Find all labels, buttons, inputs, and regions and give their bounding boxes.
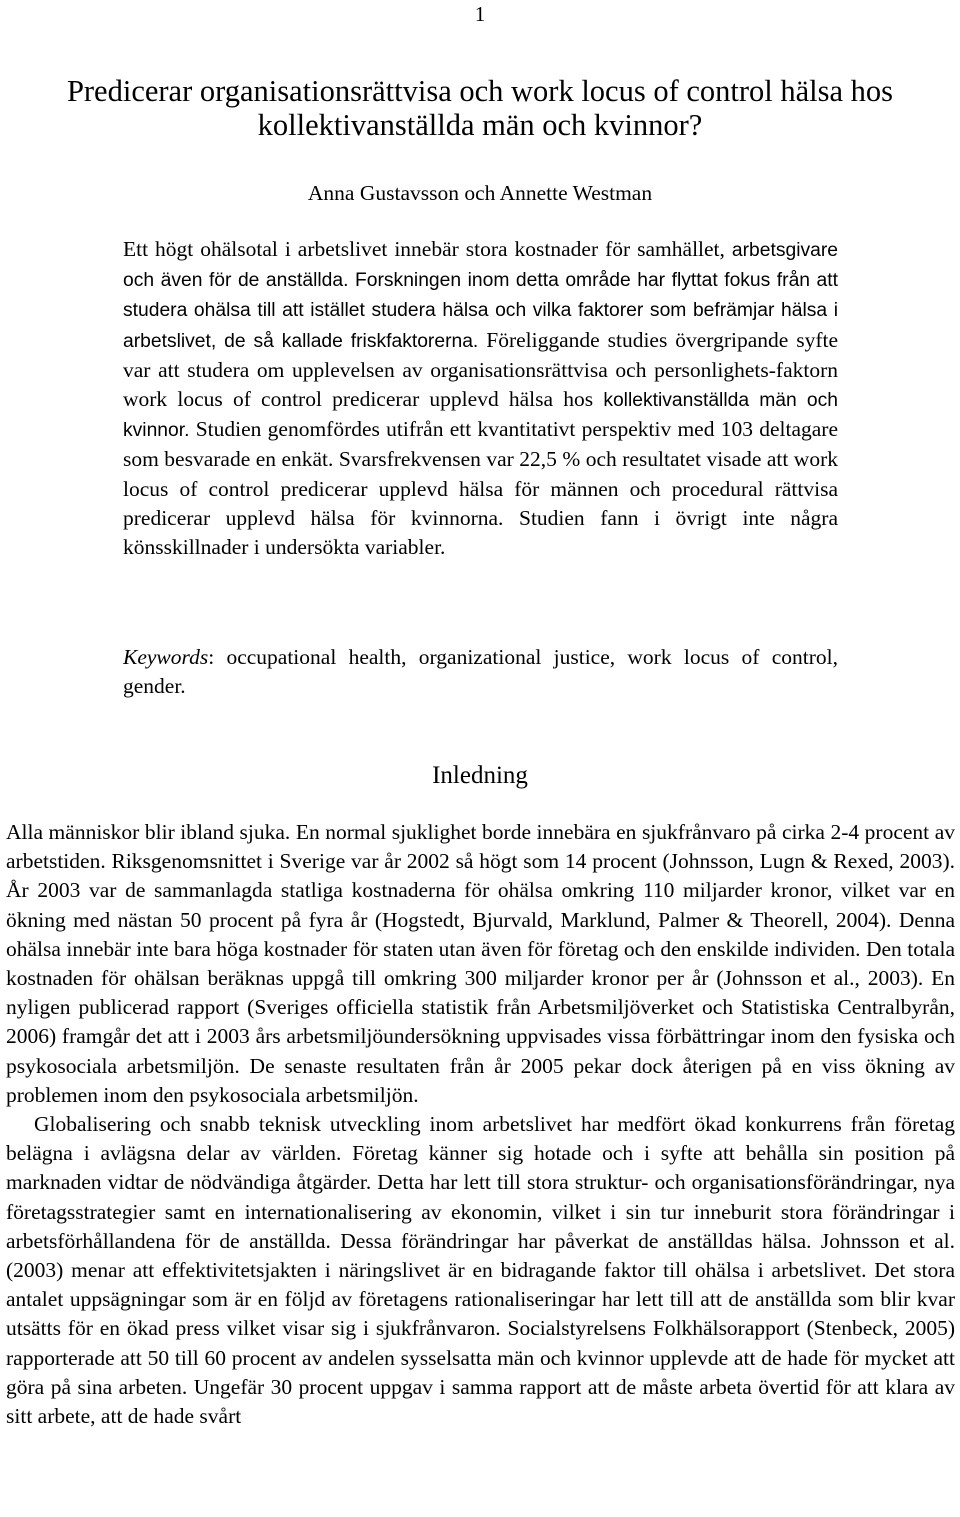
abstract: [123, 235, 838, 562]
abstract-part-5: Studien genomfördes utifrån ett kvantitativt perspektiv med 103 deltagare som besvarade en enkät. Svarsfrekvensen var 22,5 % och resultatet visade att work locus of control predicerar upplevd hälsa för männen och procedural rättvisa predicerar upplevd hälsa för kvinnorna. Studien fann i övrigt inte några könsskillnader i undersökta variabler.: [123, 417, 839, 560]
abstract-part-1: Ett högt ohälsotal i arbetslivet innebär stora kostnader för samhället,: [123, 237, 725, 261]
section-heading-inledning: Inledning: [432, 762, 528, 789]
keywords-text: : occupational health, organizational justice, work locus of control, gender.: [123, 645, 838, 699]
body-text: [6, 818, 955, 1431]
paper-title: [0, 74, 960, 142]
paragraph-1: Alla människor blir ibland sjuka. En normal sjuklighet borde innebära en sjukfrånvaro på cirka 2-4 procent av arbetstiden. Riksgenomsnittet i Sverige var år 2002 så högt som 14 procent (Johnsson, Lugn & Rexed, 2003). År 2003 var de sammanlagda statliga kostnaderna för ohälsa omkring 110 miljarder kronor, vilket var en ökning med nästan 50 procent på fyra år (Hogstedt, Bjurvald, Marklund, Palmer & Theorell, 2004). Denna ohälsa innebär inte bara höga kostnader för staten utan även för företag och den enskilde individen. Den totala kostnaden för ohälsan beräknas uppgå till omkring 300 miljarder kronor per år (Johnsson et al., 2003). En nyligen publicerad rapport (Sveriges officiella statistik från Arbetsmiljöverket och Statistiska Centralbyrån, 2006) framgår det att i 2003 års arbetsmiljöundersökning uppvisades vissa förbättringar inom den fysiska och psykosociala arbetsmiljön. De senaste resultaten från år 2005 pekar dock återigen på en viss ökning av problemen inom den psykosociala arbetsmiljön.: [6, 820, 955, 1107]
paragraph-2: Globalisering och snabb teknisk utveckling inom arbetslivet har medfört ökad konkurrens från företag belägna i avlägsna delar av världen. Företag känner sig hotade och i syfte att behålla sin position på marknaden vidtar de nödvändiga åtgärder. Detta har lett till stora struktur- och organisationsförändringar, nya företagsstrategier samt en internationalisering av ekonomin, vilket i sin tur inneburit stora förändringar i arbetsförhållandena för de anställda. Dessa förändringar har påverkat de anställdas hälsa. Johnsson et al. (2003) menar att effektivitetsjakten i näringslivet är en bidragande faktor till ohälsa i arbetslivet. Det stora antalet uppsägningar som är en följd av företagens rationaliseringar har lett till att de anställda som blir kvar utsätts för en ökad press vilket visar sig i sjukfrånvaron. Socialstyrelsens Folkhälsorapport (Stenbeck, 2005) rapporterade att 50 till 60 procent av andelen sysselsatta män och kvinnor upplevde att de hade för mycket att göra på sina arbeten. Ungefär 30 procent uppgav i samma rapport att de måste arbeta övertid för att klara av sitt arbete, att de hade svårt: [6, 1112, 955, 1429]
paper-title-line-2: kollektivanställda män och kvinnor?: [257, 108, 703, 142]
abstract-part-4: kollektivanställda män och kvinnor.: [123, 390, 839, 442]
keywords: [123, 643, 838, 701]
paper-title-line-1: Predicerar organisationsrättvisa och work locus of control hälsa hos: [66, 74, 894, 108]
page-number: 1: [474, 2, 486, 26]
keywords-label: Keywords: [123, 645, 209, 669]
abstract-part-2: arbetsgivare och även för de anställda. Forskningen inom detta område har flyttat fokus från att studera ohälsa till att istället studera hälsa och vilka faktorer som befrämjar hälsa i arbetslivet, de så kallade friskfaktorerna.: [123, 240, 838, 352]
abstract-part-3: Föreliggande studies övergripande syfte var att studera om upplevelsen av organisationsrättvisa och personlighets-faktorn work locus of control predicerar upplevd hälsa hos: [123, 327, 839, 412]
authors: Anna Gustavsson och Annette Westman: [307, 181, 653, 205]
